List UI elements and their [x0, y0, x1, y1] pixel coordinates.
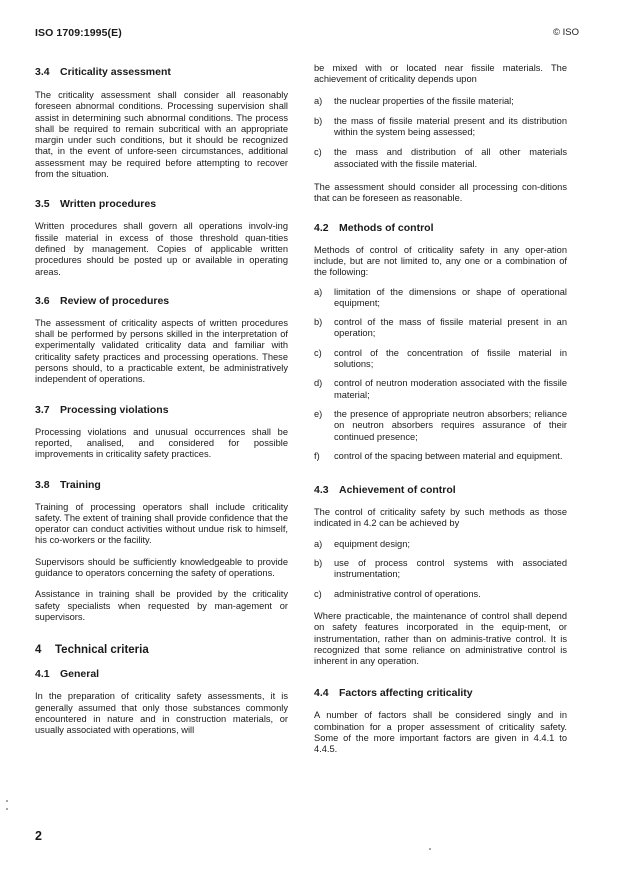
- scan-speck: [429, 848, 431, 850]
- paragraph: Assistance in training shall be provided by the criticality safety specialists when requested by man-agement or supervisors.: [35, 589, 288, 622]
- scan-speck: [6, 808, 8, 810]
- paragraph: The criticality assessment shall consider all reasonably foreseen abnormal conditions. Processing supervision shall assist in determining such abnormal conditions. The process shall be required to remain subcritical with an appropriate margin under such conditions, but it should be recognized that, in the event of unfore-seen circumstances, additional assessment may be required before attempting to recover from the situation.: [35, 90, 288, 180]
- list-item: f) control of the spacing between material and equipment.: [314, 450, 563, 461]
- right-column: [314, 63, 567, 756]
- paragraph: Processing violations and unusual occurrences shall be reported, analised, and considered for possible improvements in criticality safety practices.: [35, 426, 288, 460]
- list-item: b) use of process control systems with associated instrumentation;: [314, 558, 567, 580]
- paragraph: Written procedures shall govern all operations involv-ing fissile material in excess of those threshold quan-tities defined by management. Copies of applicable written procedures should be posted up or available in operating areas.: [35, 221, 288, 277]
- control-achievement-list: [314, 539, 567, 600]
- section-heading-4-3: 4.3 Achievement of control: [314, 484, 456, 497]
- left-column: [35, 63, 288, 736]
- paragraph: A number of factors shall be considered singly and in combination for a proper assessment of criticality safety. Some of the more important factors are given in 4.4.1 to 4.4.5.: [314, 710, 567, 755]
- list-item: b) control of the mass of fissile material present in an operation;: [314, 317, 567, 339]
- list-item: a) the nuclear properties of the fissile material;: [314, 95, 514, 106]
- paragraph: The assessment should consider all processing con-ditions that can be foreseen as reasonable.: [314, 182, 567, 204]
- document-id: ISO 1709:1995(E): [35, 27, 122, 39]
- paragraph: Supervisors should be sufficiently knowledgeable to provide guidance to operators concerning the safety of operations.: [35, 556, 288, 579]
- paragraph: Methods of control of criticality safety in any oper-ation include, but are not limited to, any one or a combination of the following:: [314, 244, 567, 278]
- copyright-mark: © ISO: [552, 27, 579, 38]
- section-heading-4-1: 4.1 General: [35, 668, 100, 681]
- paragraph: The assessment of criticality aspects of written procedures shall be performed by persons skilled in the interpretation of experimentally validated criticality data and familiar with criticality safety practices and processing operations. These persons should, to a practicable extent, be administratively independent of operations.: [35, 317, 288, 385]
- section-heading-4-4: 4.4 Factors affecting criticality: [314, 687, 473, 700]
- list-item: c) the mass and distribution of all other materials associated with the fissile material.: [314, 147, 567, 169]
- list-item: a) equipment design;: [314, 538, 410, 549]
- paragraph: The control of criticality safety by such methods as those indicated in 4.2 can be achieved by: [314, 507, 567, 529]
- paragraph: be mixed with or located near fissile materials. The achievement of criticality depends upon: [314, 63, 567, 85]
- section-heading-3-5: 3.5 Written procedures: [35, 198, 157, 211]
- control-methods-list: [314, 287, 567, 463]
- page-header: [35, 27, 579, 43]
- list-item: e) the presence of appropriate neutron absorbers; reliance on neutron absorbers requires assurance of their continued presence;: [314, 408, 567, 442]
- list-item: b) the mass of fissile material present and its distribution within the system being assessed;: [314, 115, 567, 138]
- list-item: c) administrative control of operations.: [314, 588, 481, 599]
- section-heading-3-4: 3.4 Criticality assessment: [35, 66, 171, 78]
- scan-speck: [6, 800, 8, 802]
- section-heading-4: 4 Technical criteria: [35, 644, 149, 657]
- page-number: 2: [35, 829, 42, 843]
- section-heading-3-7: 3.7 Processing violations: [35, 403, 169, 416]
- paragraph: Training of processing operators shall include criticality safety. The extent of training shall provide confidence that the operator can conduct activities without undue risk to himself, his co-workers or the facility.: [35, 501, 288, 546]
- criticality-dependency-list: [314, 96, 567, 170]
- list-item: c) control of the concentration of fissile material in solutions;: [314, 347, 567, 370]
- paragraph: In the preparation of criticality safety assessments, it is generally assumed that only those substances commonly encountered in nature and in construction materials, or usually associated with operations, will: [35, 691, 288, 736]
- list-item: a) limitation of the dimensions or shape of operational equipment;: [314, 286, 567, 308]
- section-heading-4-2: 4.2 Methods of control: [314, 221, 434, 234]
- section-heading-3-8: 3.8 Training: [35, 478, 101, 491]
- section-heading-3-6: 3.6 Review of procedures: [35, 294, 170, 307]
- list-item: d) control of neutron moderation associated with the fissile material;: [314, 378, 567, 400]
- paragraph: Where practicable, the maintenance of control shall depend on safety features incorporated in the equip-ment, or instrumentation, rather than on adminis-trative control. It is recognized that some reliance on administrative control is inherent in any operation.: [314, 610, 567, 667]
